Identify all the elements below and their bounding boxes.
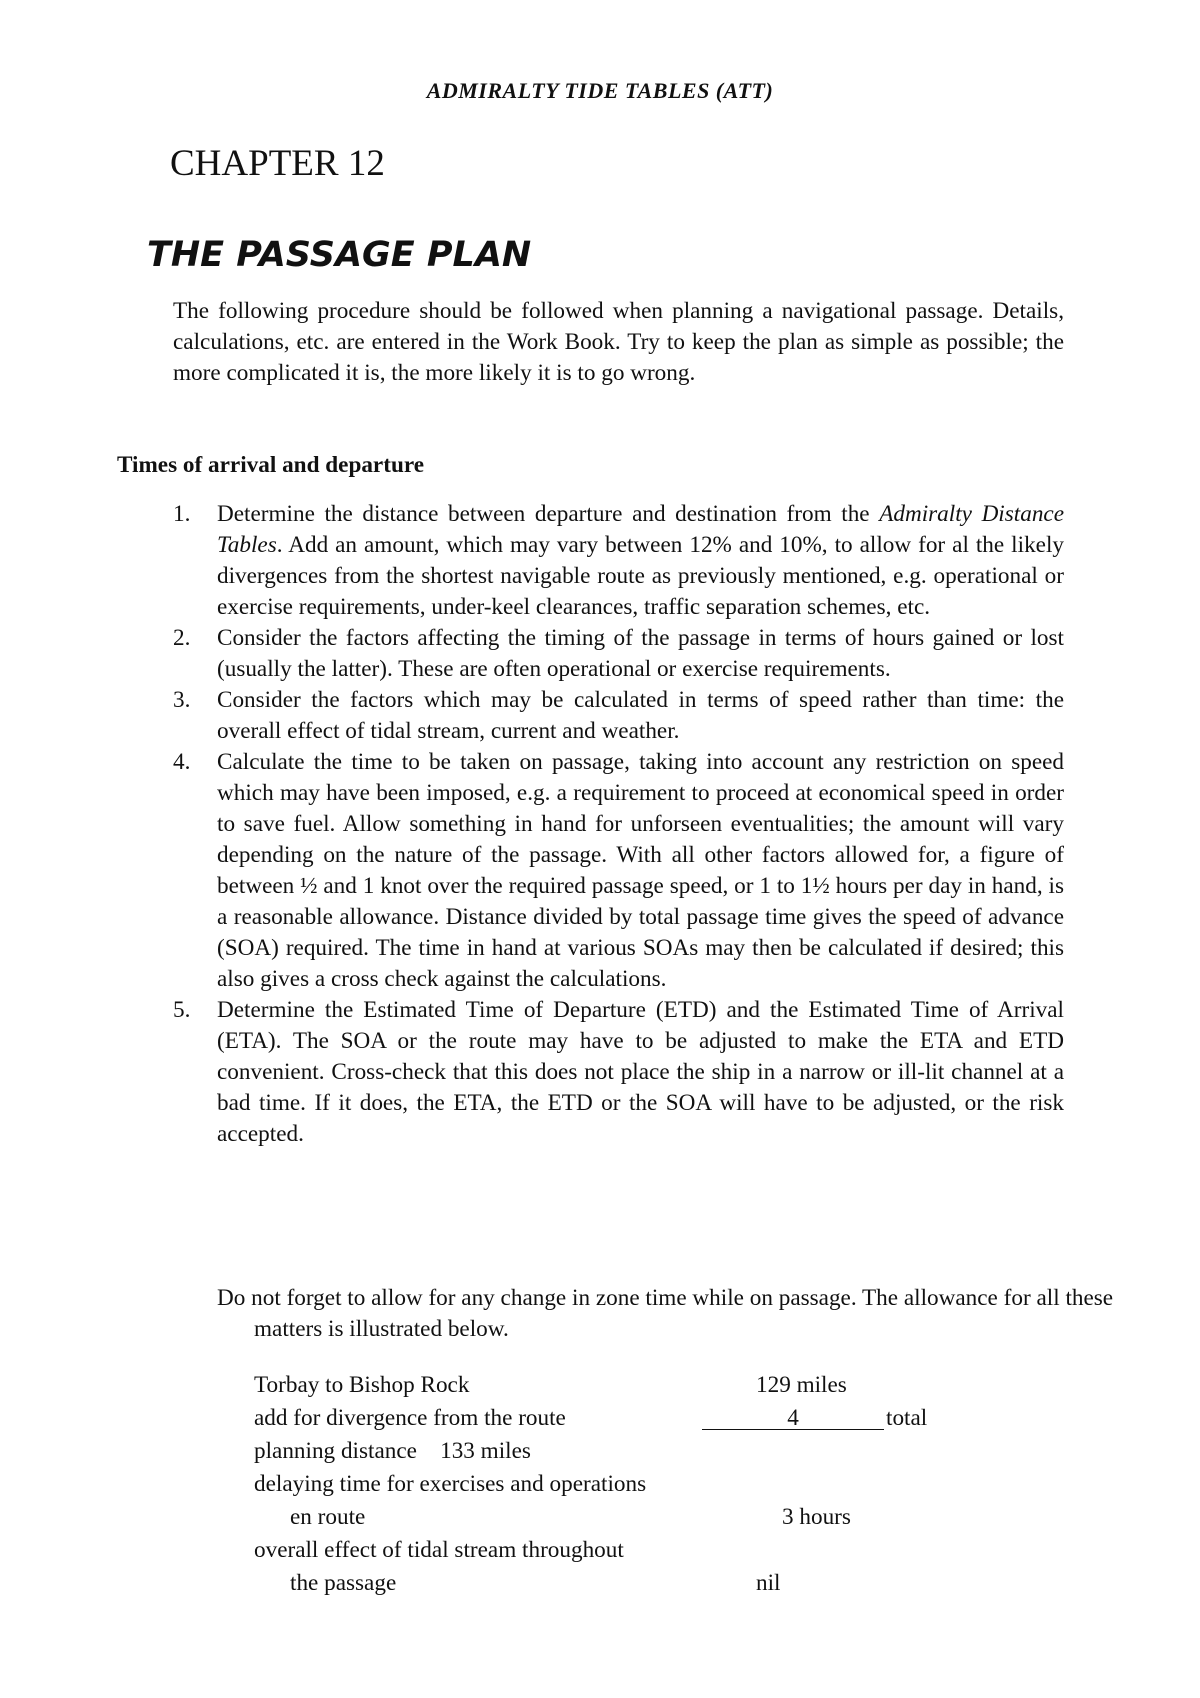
chapter-label: CHAPTER 12 <box>170 143 385 184</box>
steps-list <box>173 499 1064 1150</box>
list-item <box>173 995 1064 1150</box>
calc-row-planning <box>254 1436 1014 1469</box>
delay-sub-label: en route <box>290 1504 366 1530</box>
step-number: 3. <box>173 687 191 713</box>
calc-row-tidal-sub <box>254 1568 1014 1601</box>
tidal-value: nil <box>756 1570 781 1596</box>
delay-value: 3 hours <box>782 1504 851 1530</box>
zone-time-note: Do not forget to allow for any change in zone time while on passage. The allowance for all these matters is illustrated below. <box>217 1285 1114 1342</box>
chapter-title: THE PASSAGE PLAN <box>147 235 532 275</box>
step-text: . Add an amount, which may vary between 12% and 10%, to allow for al the likely divergences from the shortest navigable route as previously mentioned, e.g. operational or exercise requirements, under-keel clearances, traffic separation schemes, etc. <box>217 532 1064 620</box>
running-header: ADMIRALTY TIDE TABLES (ATT) <box>426 78 774 103</box>
step-text: Consider the factors which may be calculated in terms of speed rather than time: the overall effect of tidal stream, current and weather. <box>217 687 1064 744</box>
list-item <box>173 747 1064 995</box>
delay-label: delaying time for exercises and operations <box>254 1471 647 1497</box>
divergence-value: 4 <box>702 1403 884 1430</box>
step-text: Consider the factors affecting the timing of the passage in terms of hours gained or lost (usually the latter). These are often operational or exercise requirements. <box>217 625 1064 682</box>
step-text: Calculate the time to be taken on passage, taking into account any restriction on speed which may have been imposed, e.g. a requirement to proceed at economical speed in order to save fuel. Allow something in hand for unforseen eventualities; the amount will vary depending on the nature of the passage. With all other factors allowed for, a figure of between ½ and 1 knot over the required passage speed, or 1 to 1½ hours per day in hand, is a reasonable allowance. Distance divided by total passage time gives the speed of advance (SOA) required. The time in hand at various SOAs may then be calculated if desired; this also gives a cross check against the calculations. <box>217 749 1064 992</box>
route-label: Torbay to Bishop Rock <box>254 1372 470 1398</box>
tidal-sub-label: the passage <box>290 1570 397 1596</box>
divergence-label: add for divergence from the route <box>254 1405 566 1431</box>
step-text: Determine the Estimated Time of Departure (ETD) and the Estimated Time of Arrival (ETA). The SOA or the route may have to be adjusted to make the ETA and ETD convenient. Cross-check that this does not place the ship in a narrow or ill-lit channel at a bad time. If it does, the ETA, the ETD or the SOA will have to be adjusted, or the risk accepted. <box>217 997 1064 1147</box>
planning-label: planning distance 133 miles <box>254 1438 531 1464</box>
calc-row-delay <box>254 1469 1014 1502</box>
list-item <box>173 623 1064 685</box>
list-item <box>173 685 1064 747</box>
step-number: 1. <box>173 501 191 527</box>
divergence-suffix: total <box>886 1405 928 1431</box>
list-item <box>173 499 1064 623</box>
step-number: 5. <box>173 997 191 1023</box>
step-number: 4. <box>173 749 191 775</box>
intro-paragraph: The following procedure should be followed when planning a navigational passage. Details, calculations, etc. are entered in the Work Book. Try to keep the plan as simple as possible; the more complicated it is, the more likely it is to go wrong. <box>173 298 1064 386</box>
step-number: 2. <box>173 625 191 651</box>
calc-row-delay-sub <box>254 1502 1014 1535</box>
step-text: Determine the distance between departure and destination from the <box>217 501 880 527</box>
calc-row-tidal <box>254 1535 1014 1568</box>
tidal-label: overall effect of tidal stream throughout <box>254 1537 624 1563</box>
calculation-block <box>254 1370 1014 1601</box>
section-heading: Times of arrival and departure <box>117 452 425 478</box>
calc-row-divergence <box>254 1403 1014 1436</box>
calc-row-route <box>254 1370 1014 1403</box>
route-value: 129 miles <box>756 1372 847 1398</box>
step-emphasis: Admiralty Distance Tables <box>217 501 1064 558</box>
